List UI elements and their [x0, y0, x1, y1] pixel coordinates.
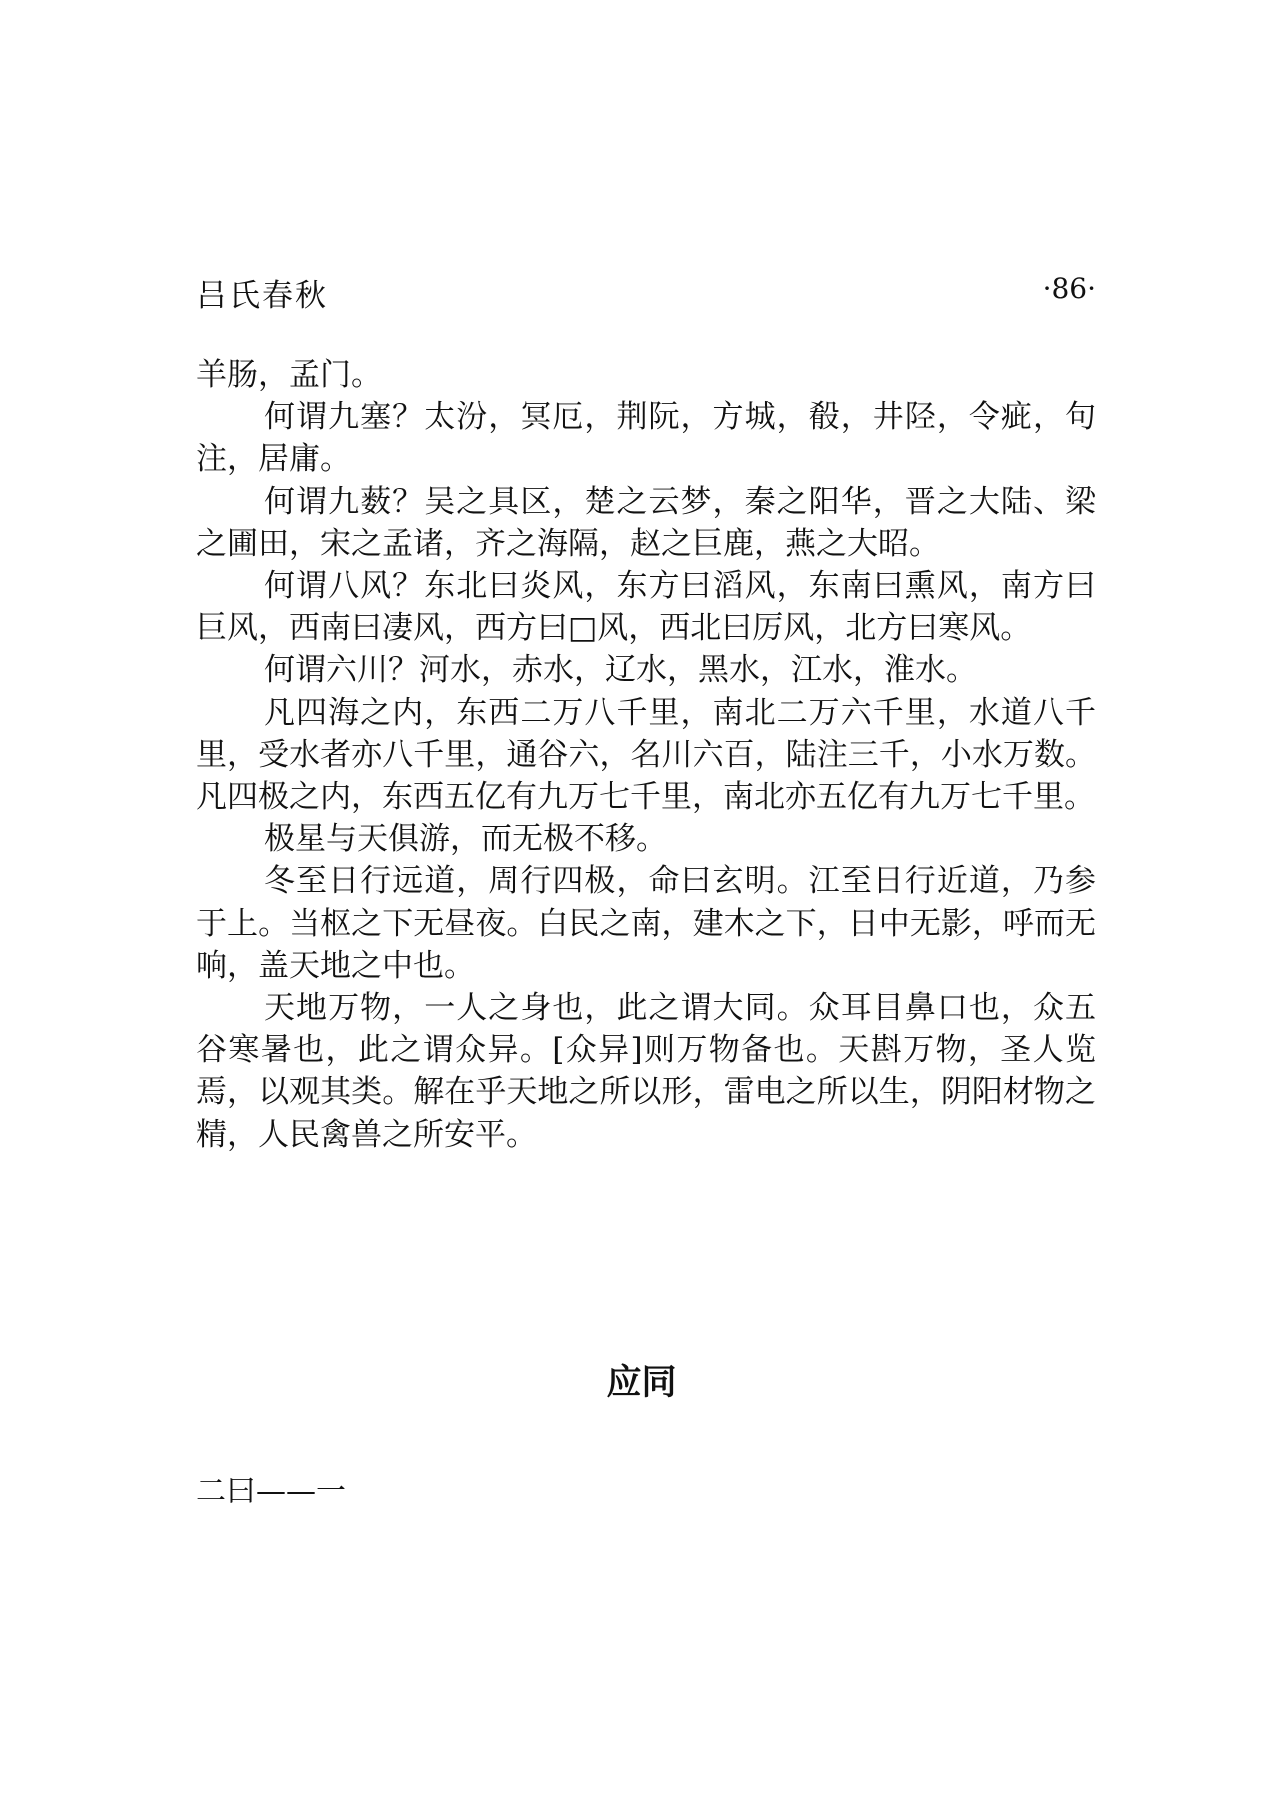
paragraph: 何谓六川？河水，赤水，辽水，黑水，江水，淮水。 [264, 652, 977, 689]
paragraph: 何谓九薮？吴之具区，楚之云梦，秦之阳华，晋之大陆、梁之圃田，宋之孟诸，齐之海隔，赵之巨鹿，燕之大昭。 [196, 483, 1096, 562]
chapter-note: 二曰——一 [196, 1474, 346, 1509]
page-number: ·86· [1042, 272, 1096, 305]
paragraph: 羊肠，孟门。 [196, 357, 382, 393]
paragraph: 天地万物，一人之身也，此之谓大同。众耳目鼻口也，众五谷寒暑也，此之谓众异。[众异]则万物备也。天斟万物，圣人览焉，以观其类。解在乎天地之所以形，雷电之所以生，阴阳材物之精，人民禽兽之所安平。 [196, 990, 1096, 1153]
paragraph: 何谓九塞？太汾，冥厄，荆阮，方城，殽，井陉，令疵，句注，居庸。 [196, 399, 1096, 478]
paragraph: 极星与天俱游，而无极不移。 [264, 821, 667, 858]
body-text [196, 354, 1096, 1156]
book-title: 吕氏春秋 [196, 278, 328, 314]
paragraph: 凡四海之内，东西二万八千里，南北二万六千里，水道八千里，受水者亦八千里，通谷六，名川六百，陆注三千，小水万数。凡四极之内，东西五亿有九万七千里，南北亦五亿有九万七千里。 [196, 694, 1096, 816]
section-title: 应同 [606, 1363, 677, 1403]
paragraph: 冬至日行远道，周行四极，命曰玄明。江至日行近道，乃参于上。当枢之下无昼夜。白民之南，建木之下，日中无影，呼而无响，盖天地之中也。 [196, 863, 1096, 984]
paragraph: 何谓八风？东北曰炎风，东方曰滔风，东南曰熏风，南方曰巨风，西南曰凄风，西方曰□风，西北曰厉风，北方曰寒风。 [196, 568, 1096, 647]
running-header [196, 270, 1096, 318]
